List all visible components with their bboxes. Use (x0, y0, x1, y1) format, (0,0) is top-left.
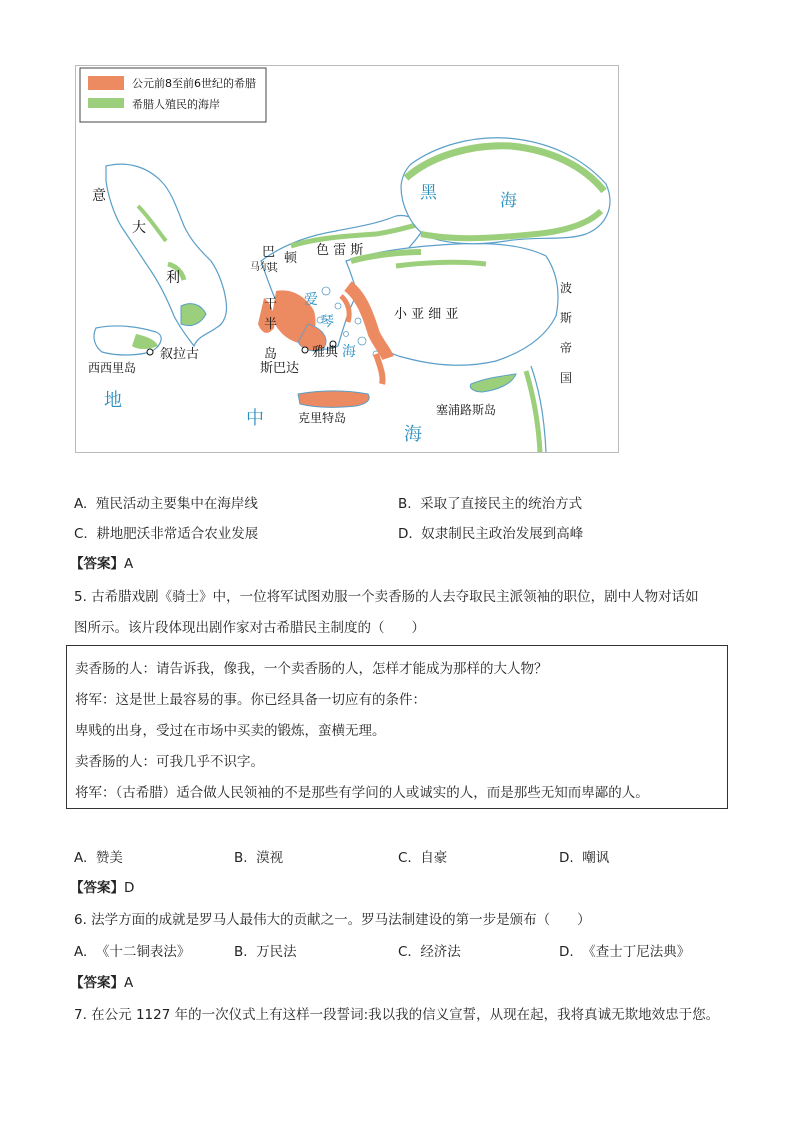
dialogue-line: 将军：这是世上最容易的事。你已经具备一切应有的条件： (75, 692, 426, 708)
svg-text:意: 意 (92, 188, 106, 204)
macedonia-label-left: 巴 (262, 245, 276, 260)
dialogue-line: 卑贱的出身，受过在市场中买卖的锻炼，蛮横无理。 (75, 723, 386, 739)
svg-text:海: 海 (500, 191, 517, 211)
q6-option-b[interactable]: B. 万民法 (234, 944, 297, 960)
legend-greece-swatch (88, 76, 124, 90)
svg-text:黑: 黑 (420, 183, 437, 203)
svg-text:地: 地 (104, 390, 122, 411)
svg-text:波: 波 (560, 281, 573, 295)
q4-option-a[interactable]: A. 殖民活动主要集中在海岸线 (74, 496, 258, 512)
q5-answer: 【答案】D (70, 880, 135, 896)
svg-text:干: 干 (264, 297, 278, 312)
athens-label: 雅典 (312, 345, 339, 360)
crete-landmass (298, 391, 369, 407)
svg-text:琴: 琴 (320, 314, 334, 330)
q5-stem-line2: 图所示。该片段体现出剧作家对古希腊民主制度的（ ） (74, 620, 425, 636)
svg-text:中: 中 (246, 408, 264, 429)
macedonia-label-top: 其 (267, 261, 278, 274)
q4-answer: 【答案】A (70, 556, 134, 572)
q6-option-c[interactable]: C. 经济法 (398, 944, 461, 960)
svg-text:利: 利 (166, 270, 180, 286)
q4-option-b[interactable]: B. 采取了直接民主的统治方式 (398, 496, 583, 512)
q7-stem: 7. 在公元 1127 年的一次仪式上有这样一段誓词:我以我的信义宣誓，从现在起，我将真诚无欺地效忠于您。 (74, 1007, 720, 1023)
peloponnese-label (264, 297, 277, 362)
legend-greece-label: 公元前8至前6世纪的希腊 (132, 77, 256, 90)
q4-option-d[interactable]: D. 奴隶制民主政治发展到高峰 (398, 526, 584, 542)
cyprus-label: 塞浦路斯岛 (436, 403, 497, 417)
legend-colony-swatch (88, 98, 124, 108)
dialogue-line: 卖香肠的人：请告诉我，像我，一个卖香肠的人，怎样才能成为那样的大人物？ (75, 661, 548, 677)
legend-colony-label: 希腊人殖民的海岸 (132, 98, 220, 111)
dialogue-line: 将军：（古希腊）适合做人民领袖的不是那些有学问的人或诚实的人，而是那些无知而卑鄙的人。 (75, 785, 649, 801)
q6-option-a[interactable]: A. 《十二铜表法》 (74, 944, 191, 960)
q4-option-c[interactable]: C. 耕地肥沃非常适合农业发展 (74, 526, 259, 542)
svg-text:海: 海 (404, 424, 422, 445)
svg-text:大: 大 (132, 220, 146, 236)
q5-option-b[interactable]: B. 漠视 (234, 850, 284, 866)
svg-text:帝: 帝 (560, 341, 573, 355)
svg-text:半: 半 (264, 317, 278, 332)
q5-stem-line1: 5. 古希腊戏剧《骑士》中，一位将军试图劝服一个卖香肠的人去夺取民主派领袖的职位，剧中人物对话如 (74, 589, 699, 605)
syracuse-label: 叙拉古 (160, 347, 200, 362)
map-legend (80, 68, 266, 122)
q5-option-d[interactable]: D. 嘲讽 (559, 850, 610, 866)
map-svg (76, 66, 618, 452)
q5-dialogue-box (66, 645, 728, 809)
sparta-label: 斯巴达 (260, 361, 300, 376)
q6-option-d[interactable]: D. 《查士丁尼法典》 (559, 944, 691, 960)
svg-text:岛: 岛 (264, 347, 278, 362)
thrace-label: 色 雷 斯 (316, 243, 364, 258)
macedonia-label-mid: 马尔 (250, 262, 270, 273)
q5-option-c[interactable]: C. 自豪 (398, 850, 448, 866)
ancient-greece-map (75, 65, 619, 453)
crete-label: 克里特岛 (298, 411, 347, 425)
svg-text:国: 国 (560, 371, 573, 385)
q6-answer: 【答案】A (70, 975, 134, 991)
sicily-label: 西西里岛 (88, 361, 137, 375)
svg-text:海: 海 (342, 344, 356, 360)
q5-option-a[interactable]: A. 赞美 (74, 850, 123, 866)
macedonia-label-right: 顿 (284, 251, 298, 266)
sicily-landmass (94, 326, 161, 355)
q6-stem: 6. 法学方面的成就是罗马人最伟大的贡献之一。罗马法制建设的第一步是颁布（ ） (74, 912, 591, 928)
asia-minor-label: 小 亚 细 亚 (394, 307, 459, 322)
dialogue-line: 卖香肠的人：可我几乎不识字。 (75, 754, 264, 770)
svg-text:爱: 爱 (304, 292, 318, 308)
svg-text:斯: 斯 (560, 311, 573, 325)
